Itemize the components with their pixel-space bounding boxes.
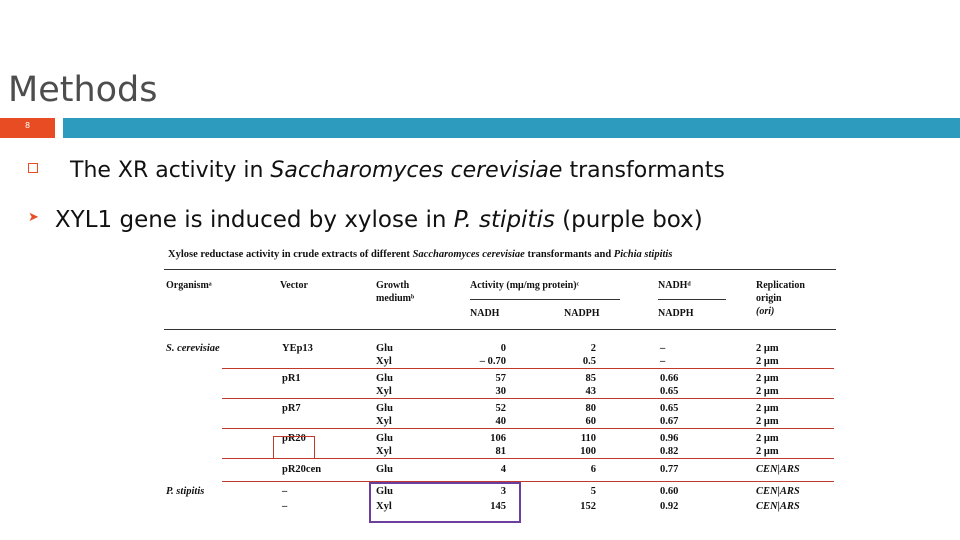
cell-ratio: 0.65 — [660, 403, 679, 414]
cell-origin: 2 μm — [756, 356, 779, 367]
xylose-reductase-table — [160, 243, 840, 533]
header-nadh: NADH — [470, 308, 500, 319]
cell-ratio: 0.65 — [660, 386, 679, 397]
cell-medium: Glu — [376, 403, 393, 414]
row-separator — [222, 428, 834, 429]
row-separator — [222, 481, 834, 482]
cell-nadh: 145 — [490, 501, 506, 512]
cell-nadph: 2 — [590, 343, 596, 354]
cell-origin: CEN|ARS — [756, 501, 800, 512]
header-activity: Activity (mμ/mg protein)ᶜ — [470, 280, 580, 291]
cell-ratio: – — [660, 356, 666, 367]
cell-medium: Glu — [376, 464, 393, 475]
row-separator — [222, 398, 834, 399]
cell-vector: pR1 — [282, 373, 301, 384]
table-rule-ratio — [658, 299, 726, 300]
cell-ratio: 0.67 — [660, 416, 679, 427]
cell-ratio: 0.77 — [660, 464, 679, 475]
bullet-text-post: (purple box) — [554, 207, 703, 233]
cell-medium: Glu — [376, 433, 393, 444]
cell-ratio: 0.66 — [660, 373, 679, 384]
table-caption: Xylose reductase activity in crude extracts of different Saccharomyces cerevisiae transformants and Pichia stipitis — [168, 249, 673, 260]
cell-nadh: 106 — [490, 433, 506, 444]
cell-medium: Glu — [376, 373, 393, 384]
arrow-bullet-icon: ➤ — [28, 210, 39, 225]
stipitis-highlight-box — [369, 482, 521, 523]
pr20-highlight-box — [273, 436, 315, 459]
header-vector: Vector — [280, 280, 308, 291]
bullet-text-pre: XYL1 gene is induced by xylose in — [54, 207, 454, 233]
cell-vector: pR20cen — [282, 464, 322, 475]
square-bullet-icon — [28, 163, 38, 173]
header-organism: Organismᵃ — [166, 280, 212, 291]
bullet-text-em: P. stipitis — [453, 207, 555, 233]
cell-vector: – — [282, 486, 288, 497]
cell-medium: Xyl — [376, 446, 392, 457]
bullet-text-post: transformants — [562, 158, 725, 183]
cell-nadph: 85 — [585, 373, 596, 384]
cell-nadh: 81 — [495, 446, 506, 457]
cell-origin: 2 μm — [756, 403, 779, 414]
cell-origin: 2 μm — [756, 433, 779, 444]
slide-title: Methods — [8, 70, 158, 110]
bullet-item-xr-activity — [28, 158, 725, 183]
slide-number-badge — [0, 118, 55, 138]
cell-organism: P. stipitis — [166, 486, 205, 497]
cell-nadh: 0 — [500, 343, 506, 354]
cell-nadph: 6 — [590, 464, 596, 475]
cell-nadph: 60 — [585, 416, 596, 427]
cell-vector: – — [282, 501, 288, 512]
cell-nadh: – 0.70 — [479, 356, 506, 367]
cell-nadph: 110 — [580, 433, 596, 444]
cell-ratio: 0.60 — [660, 486, 679, 497]
header-nadph-ratio: NADPH — [658, 308, 694, 319]
cell-ratio: 0.96 — [660, 433, 679, 444]
row-separator — [222, 368, 834, 369]
header-replication: Replication origin (ori) — [756, 280, 805, 317]
cell-medium: Xyl — [376, 416, 392, 427]
cell-ratio: – — [660, 343, 666, 354]
cell-vector: pR7 — [282, 403, 301, 414]
cell-nadh: 40 — [495, 416, 506, 427]
cell-origin: 2 μm — [756, 343, 779, 354]
cell-nadh: 30 — [495, 386, 506, 397]
header-nadph: NADPH — [564, 308, 600, 319]
cell-medium: Xyl — [376, 501, 392, 512]
cell-origin: 2 μm — [756, 446, 779, 457]
cell-nadph: 152 — [580, 501, 596, 512]
cell-origin: 2 μm — [756, 373, 779, 384]
cell-nadph: 5 — [590, 486, 596, 497]
cell-origin: CEN|ARS — [756, 464, 800, 475]
cell-nadph: 100 — [580, 446, 596, 457]
cell-vector: YEp13 — [282, 343, 313, 354]
cell-nadh: 52 — [495, 403, 506, 414]
cell-medium: Xyl — [376, 386, 392, 397]
bullet-item-xyl1-induced — [28, 207, 703, 233]
cell-nadph: 0.5 — [582, 356, 596, 367]
cell-nadph: 43 — [585, 386, 596, 397]
cell-medium: Glu — [376, 343, 393, 354]
cell-nadh: 57 — [495, 373, 506, 384]
header-accent-bar — [63, 118, 960, 138]
cell-ratio: 0.82 — [660, 446, 679, 457]
cell-nadh: 4 — [500, 464, 506, 475]
cell-origin: 2 μm — [756, 386, 779, 397]
cell-organism: S. cerevisiae — [166, 343, 220, 354]
table-rule-activity — [470, 299, 620, 300]
slide-number: 8 — [24, 121, 31, 130]
bullet-text-pre: The XR activity in — [70, 158, 271, 183]
cell-nadh: 3 — [500, 486, 506, 497]
cell-medium: Xyl — [376, 356, 392, 367]
header-growth: Growth mediumᵇ — [376, 280, 415, 304]
table-rule-top — [164, 269, 836, 270]
cell-nadph: 80 — [585, 403, 596, 414]
bullet-text-em: Saccharomyces cerevisiae — [270, 158, 563, 183]
table-rule-header — [164, 329, 836, 330]
cell-origin: 2 μm — [756, 416, 779, 427]
cell-medium: Glu — [376, 486, 393, 497]
header-nadh-ratio: NADHᵈ — [658, 280, 691, 291]
cell-ratio: 0.92 — [660, 501, 679, 512]
cell-vector: pR20 — [282, 433, 306, 444]
cell-origin: CEN|ARS — [756, 486, 800, 497]
